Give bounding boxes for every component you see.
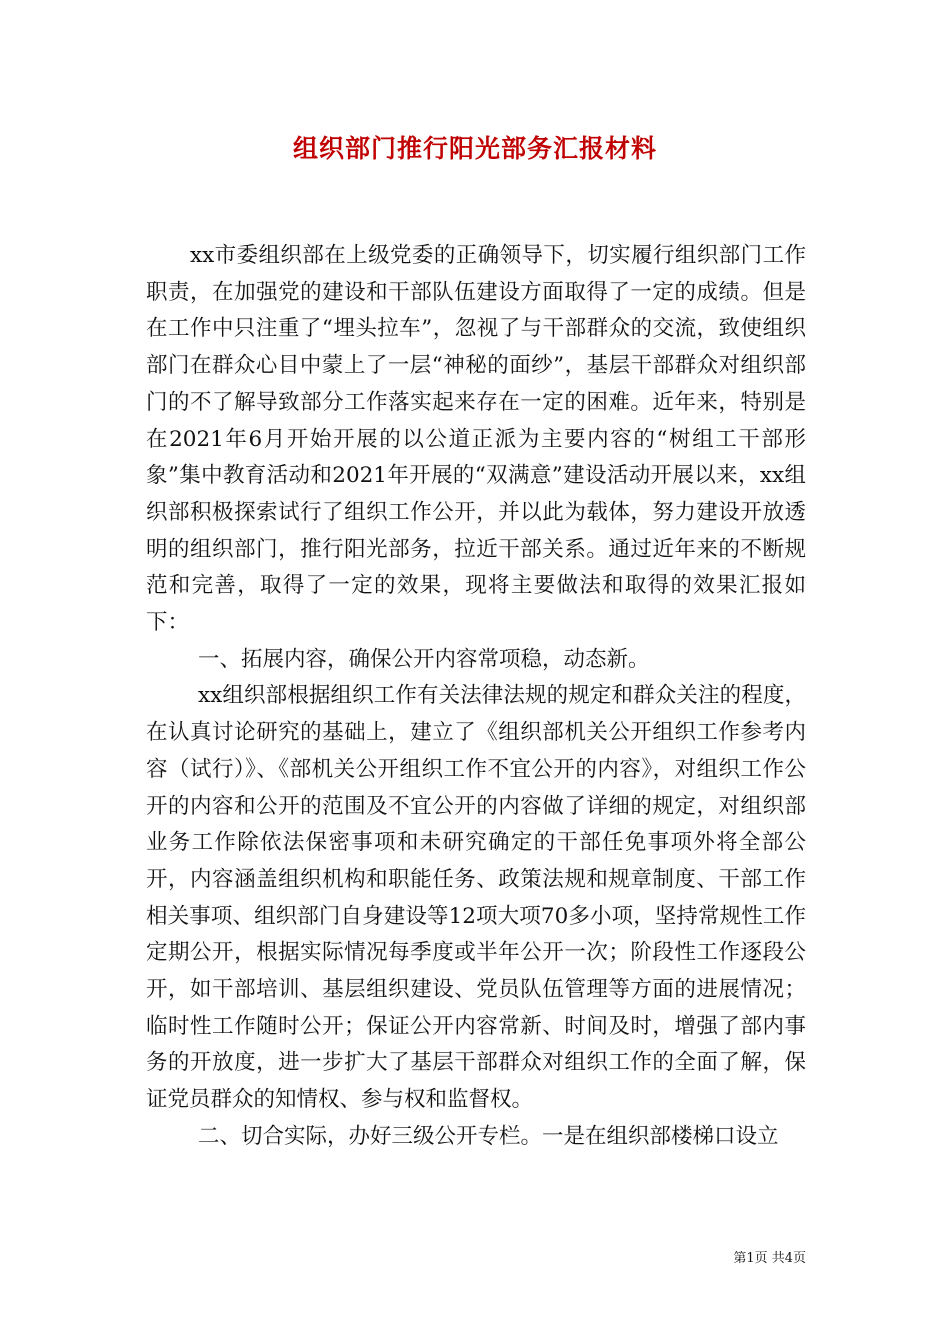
section-heading-2: 二、切合实际，办好三级公开专栏。一是在组织部楼梯口设立 <box>198 1123 779 1149</box>
document-body <box>146 238 806 1156</box>
paragraph-intro: xx市委组织部在上级党委的正确领导下，切实履行组织部门工作职责，在加强党的建设和干部队伍建设方面取得了一定的成绩。但是在工作中只注重了“埋头拉车”，忽视了与干部群众的交流，致使组织部门在群众心目中蒙上了一层“神秘的面纱”，基层干部群众对组织部门的不了解导致部分工作落实起来存在一定的困难。近年来，特别是在2021年6月开始开展的以公道正派为主要内容的“树组工干部形象”集中教育活动和2021年开展的“双满意”建设活动开展以来，xx组织部积极探索试行了组织工作公开，并以此为载体，努力建设开放透明的组织部门，推行阳光部务，拉近干部关系。通过近年来的不断规范和完善，取得了一定的效果，现将主要做法和取得的效果汇报如下： <box>146 243 806 636</box>
document-title: 组织部门推行阳光部务汇报材料 <box>292 134 657 163</box>
paragraph-section-1: xx组织部根据组织工作有关法律法规的规定和群众关注的程度，在认真讨论研究的基础上，建立了《组织部机关公开组织工作参考内容（试行）》、《部机关公开组织工作不宜公开的内容》，对组织工作公开的内容和公开的范围及不宜公开的内容做了详细的规定，对组织部业务工作除依法保密事项和未研究确定的干部任免事项外将全部公开，内容涵盖组织机构和职能任务、政策法规和规章制度、干部工作相关事项、组织部门自身建设等12项大项70多小项，坚持常规性工作定期公开，根据实际情况每季度或半年公开一次；阶段性工作逐段公开，如干部培训、基层组织建设、党员队伍管理等方面的进展情况；临时性工作随时公开；保证公开内容常新、时间及时，增强了部内事务的开放度，进一步扩大了基层干部群众对组织工作的全面了解，保证党员群众的知情权、参与权和监督权。 <box>146 683 806 1113</box>
section-heading-1: 一、拓展内容，确保公开内容常项稳，动态新。 <box>198 646 650 672</box>
page-number: 第1页 共4页 <box>733 1251 806 1266</box>
